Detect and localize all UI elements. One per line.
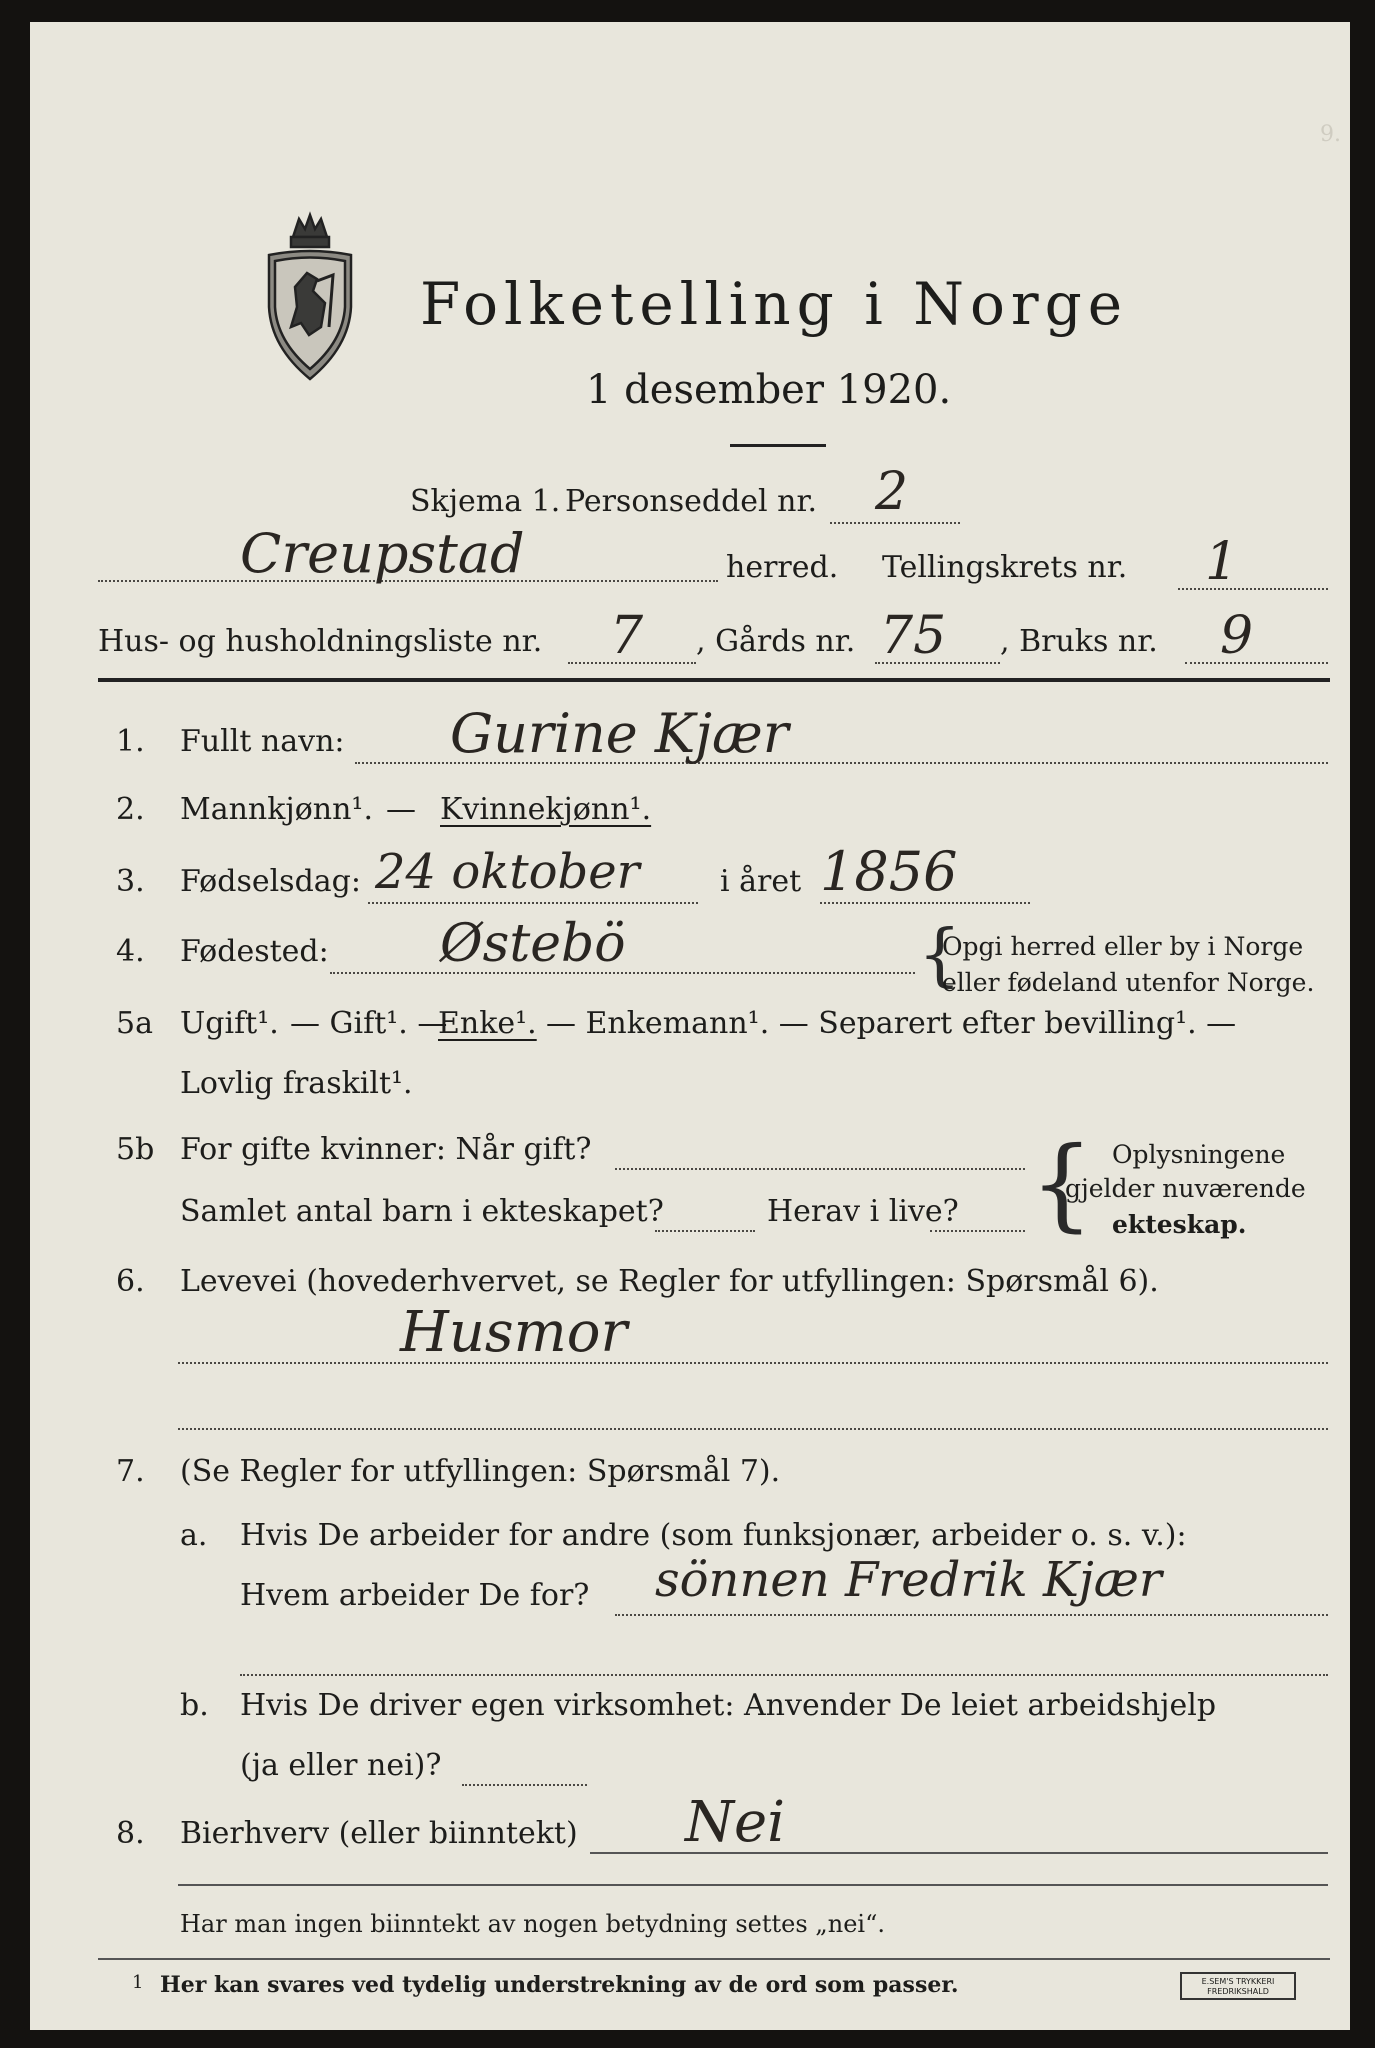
q1-number: 1. bbox=[116, 724, 145, 759]
norwegian-coat-of-arms-icon bbox=[255, 207, 365, 387]
bruks-line bbox=[1185, 662, 1328, 664]
gards-label: , Gårds nr. bbox=[696, 624, 856, 659]
q1-answer[interactable]: Gurine Kjær bbox=[450, 702, 789, 765]
printer-stamp-line1: E.SEM'S TRYKKERI bbox=[1201, 1977, 1275, 1986]
title-divider bbox=[730, 444, 826, 447]
q2-male: Mannkjønn¹. bbox=[180, 792, 373, 827]
q5b-label2: Samlet antal barn i ekteskapet? bbox=[180, 1194, 664, 1229]
q5b-alive-line bbox=[930, 1230, 1025, 1232]
personseddel-label: Personseddel nr. bbox=[565, 484, 818, 519]
q3-number: 3. bbox=[116, 864, 145, 899]
q5a-gift: — Gift¹. — bbox=[290, 1006, 448, 1041]
q7b-line bbox=[462, 1784, 587, 1786]
q4-note-line1: Opgi herred eller by i Norge bbox=[942, 932, 1304, 961]
printer-stamp bbox=[1180, 1972, 1296, 2000]
personseddel-value[interactable]: 2 bbox=[875, 462, 909, 522]
q8-answer[interactable]: Nei bbox=[685, 1790, 786, 1855]
q5b-note-line1: Oplysningene bbox=[1112, 1140, 1286, 1169]
q4-label: Fødested: bbox=[180, 934, 329, 969]
q4-answer[interactable]: Østebö bbox=[440, 914, 626, 974]
q2-female-underlined[interactable]: Kvinnekjønn¹. bbox=[440, 792, 652, 827]
q3-answer-year[interactable]: 1856 bbox=[820, 840, 958, 903]
q7a-line2: Hvem arbeider De for? bbox=[240, 1578, 590, 1613]
q8-number: 8. bbox=[116, 1816, 145, 1851]
q7b-line2: (ja eller nei)? bbox=[240, 1748, 442, 1783]
census-form bbox=[30, 22, 1350, 2030]
page-title: Folketelling i Norge bbox=[420, 270, 1129, 338]
q4-number: 4. bbox=[116, 934, 145, 969]
footnote-divider bbox=[98, 1958, 1330, 1960]
q3-year-label: i året bbox=[720, 864, 802, 899]
q6-line2 bbox=[178, 1428, 1328, 1430]
q3-answer-day[interactable]: 24 oktober bbox=[375, 844, 640, 900]
q5a-rest: — Enkemann¹. — Separert efter bevilling¹. — bbox=[546, 1006, 1237, 1041]
q7a-letter: a. bbox=[180, 1518, 208, 1553]
q3-label: Fødselsdag: bbox=[180, 864, 361, 899]
q2-number: 2. bbox=[116, 792, 145, 827]
hus-label: Hus- og husholdningsliste nr. bbox=[98, 624, 543, 659]
q7a-answer[interactable]: sönnen Fredrik Kjær bbox=[655, 1552, 1162, 1608]
bruks-value[interactable]: 9 bbox=[1220, 606, 1254, 666]
q3-day-line bbox=[368, 902, 698, 904]
tellingskrets-line bbox=[1178, 588, 1328, 590]
printer-stamp-line2: FREDRIKSHALD bbox=[1207, 1987, 1269, 1996]
herred-label: herred. bbox=[726, 550, 839, 585]
tellingskrets-value[interactable]: 1 bbox=[1205, 532, 1239, 592]
q6-answer[interactable]: Husmor bbox=[400, 1300, 628, 1365]
q5b-label1: For gifte kvinner: Når gift? bbox=[180, 1132, 592, 1167]
census-date: 1 desember 1920. bbox=[586, 367, 952, 413]
section-divider bbox=[98, 678, 1330, 682]
q5b-married-line bbox=[615, 1168, 1025, 1170]
q7b-line1: Hvis De driver egen virksomhet: Anvender De leiet arbeidshjelp bbox=[240, 1688, 1217, 1723]
q4-brace: { bbox=[918, 916, 962, 995]
footer-note: Har man ingen biinntekt av nogen betydning settes „nei“. bbox=[180, 1910, 885, 1938]
q5b-children-line bbox=[655, 1230, 755, 1232]
q5b-note-line3: ekteskap. bbox=[1112, 1210, 1247, 1239]
bleed-through: 9. bbox=[1320, 122, 1341, 147]
footnote-number: 1 bbox=[132, 1972, 144, 1993]
q7b-letter: b. bbox=[180, 1688, 209, 1723]
schema-label: Skjema 1. bbox=[410, 484, 561, 519]
q6-line1 bbox=[178, 1362, 1328, 1364]
q6-label: Levevei (hovederhvervet, se Regler for utfyllingen: Spørsmål 6). bbox=[180, 1264, 1159, 1299]
q5a-ugift: Ugift¹. bbox=[180, 1006, 279, 1041]
personseddel-line bbox=[830, 522, 960, 524]
q5b-note-line2: gjelder nuværende bbox=[1065, 1174, 1306, 1203]
q5b-brace: { bbox=[1030, 1125, 1094, 1242]
q5b-label3: Herav i live? bbox=[767, 1194, 959, 1229]
q6-number: 6. bbox=[116, 1264, 145, 1299]
q5a-enke-underlined[interactable]: Enke¹. bbox=[438, 1006, 537, 1041]
footer-divider bbox=[178, 1884, 1328, 1886]
q7a-line1: Hvis De arbeider for andre (som funksjonær, arbeider o. s. v.): bbox=[240, 1518, 1187, 1553]
q5a-line2: Lovlig fraskilt¹. bbox=[180, 1066, 413, 1101]
q7-label: (Se Regler for utfyllingen: Spørsmål 7). bbox=[180, 1454, 781, 1489]
q7-number: 7. bbox=[116, 1454, 145, 1489]
q4-note-line2: eller fødeland utenfor Norge. bbox=[942, 968, 1315, 997]
tellingskrets-label: Tellingskrets nr. bbox=[882, 550, 1128, 585]
q7a-line bbox=[615, 1614, 1328, 1616]
hus-value[interactable]: 7 bbox=[610, 606, 644, 666]
herred-value[interactable]: Creupstad bbox=[240, 522, 525, 585]
q5a-number: 5a bbox=[116, 1006, 153, 1041]
gards-value[interactable]: 75 bbox=[880, 606, 947, 666]
footnote-text: Her kan svares ved tydelig understrekning av de ord som passer. bbox=[160, 1972, 959, 1998]
q5b-number: 5b bbox=[116, 1132, 155, 1167]
q8-label: Bierhverv (eller biinntekt) bbox=[180, 1816, 578, 1851]
q1-label: Fullt navn: bbox=[180, 724, 345, 759]
q7a-line-extra bbox=[240, 1674, 1328, 1676]
q2-separator: — bbox=[386, 792, 416, 827]
bruks-label: , Bruks nr. bbox=[1000, 624, 1158, 659]
